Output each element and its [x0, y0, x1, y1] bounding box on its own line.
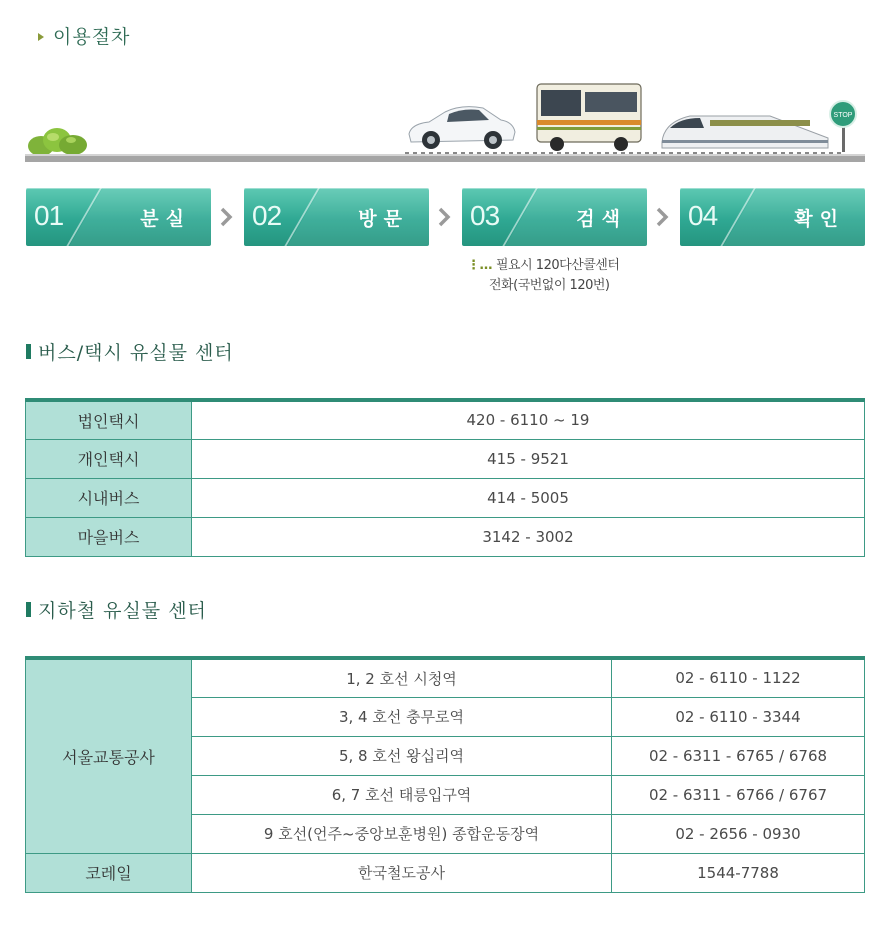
table-row [26, 400, 865, 439]
station-cell: 6, 7 호선 태릉입구역 [192, 775, 612, 814]
subway-table [25, 656, 865, 893]
step-1 [26, 188, 211, 246]
row-label: 법인택시 [26, 400, 192, 439]
table-row [26, 478, 865, 517]
stop-sign-text: STOP [833, 112, 853, 119]
table-row [26, 853, 865, 892]
chevron-right-icon [219, 207, 233, 227]
phone-cell: 02 - 6110 - 1122 [612, 658, 865, 697]
note-line-1: 필요시 120다산콜센터 [496, 258, 620, 273]
phone-cell: 02 - 6110 - 3344 [612, 697, 865, 736]
bush-icon [27, 128, 91, 156]
stop-sign-icon [828, 100, 858, 152]
page-title [38, 22, 130, 49]
triangle-bullet-icon [38, 33, 44, 41]
road [25, 154, 865, 162]
step-label: 방문 [358, 208, 409, 230]
row-value: 3142 - 3002 [192, 517, 865, 556]
step-number: 03 [470, 200, 500, 231]
step-number: 02 [252, 200, 282, 231]
vehicles-illustration [25, 78, 865, 168]
section-bar-icon [26, 344, 31, 359]
section-title-text: 지하철 유실물 센터 [38, 600, 207, 622]
subway-section-title [26, 596, 207, 623]
bus-icon [535, 82, 643, 152]
bus-taxi-section-title [26, 338, 234, 365]
phone-cell: 02 - 2656 - 0930 [612, 814, 865, 853]
row-label: 시내버스 [26, 478, 192, 517]
group-label: 서울교통공사 [26, 658, 192, 853]
step-4 [680, 188, 865, 246]
station-cell: 1, 2 호선 시청역 [192, 658, 612, 697]
section-title-text: 버스/택시 유실물 센터 [38, 342, 234, 364]
row-value: 420 - 6110 ~ 19 [192, 400, 865, 439]
train-icon [660, 104, 830, 152]
station-cell: 9 호선(언주~중앙보훈병원) 종합운동장역 [192, 814, 612, 853]
procedure-steps [26, 188, 866, 246]
step-3-note [467, 256, 619, 296]
phone-cell: 02 - 6311 - 6766 / 6767 [612, 775, 865, 814]
phone-cell: 1544-7788 [612, 853, 865, 892]
step-label: 분실 [140, 208, 191, 230]
row-label: 개인택시 [26, 439, 192, 478]
section-bar-icon [26, 602, 31, 617]
step-number: 01 [34, 200, 64, 231]
table-row [26, 439, 865, 478]
table-row [26, 658, 865, 697]
step-label: 확인 [794, 208, 845, 230]
step-2 [244, 188, 429, 246]
group-label: 코레일 [26, 853, 192, 892]
phone-cell: 02 - 6311 - 6765 / 6768 [612, 736, 865, 775]
row-value: 414 - 5005 [192, 478, 865, 517]
station-cell: 3, 4 호선 충무로역 [192, 697, 612, 736]
note-line-2: 전화(국번없이 120번) [489, 278, 610, 293]
step-number: 04 [688, 200, 718, 231]
step-3 [462, 188, 647, 246]
table-row [26, 517, 865, 556]
station-cell: 5, 8 호선 왕십리역 [192, 736, 612, 775]
row-label: 마을버스 [26, 517, 192, 556]
station-cell: 한국철도공사 [192, 853, 612, 892]
dots-icon: ⋮… [467, 258, 492, 273]
step-label: 검색 [576, 208, 627, 230]
bus-taxi-table [25, 398, 865, 557]
chevron-right-icon [655, 207, 669, 227]
chevron-right-icon [437, 207, 451, 227]
car-icon [405, 100, 517, 152]
row-value: 415 - 9521 [192, 439, 865, 478]
page-title-text: 이용절차 [53, 26, 131, 48]
